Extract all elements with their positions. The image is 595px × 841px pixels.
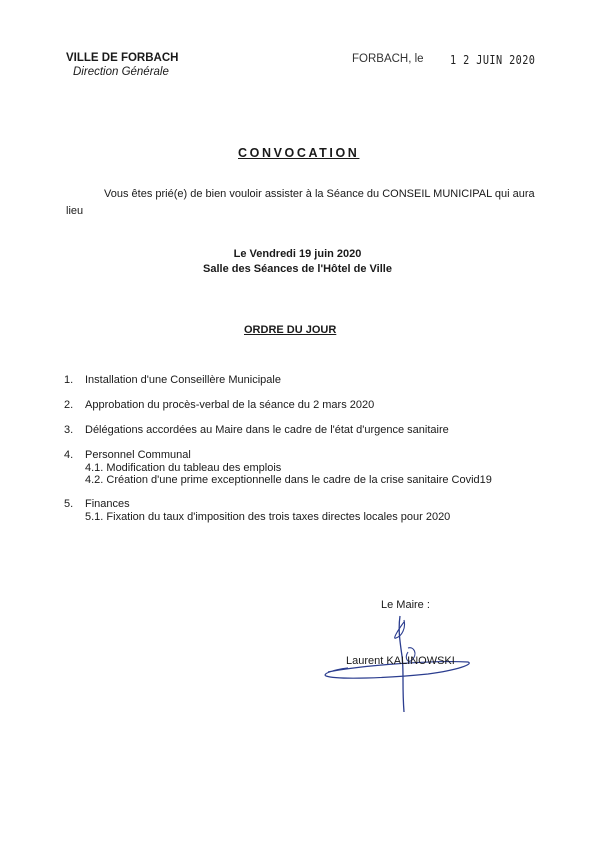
org-department: Direction Générale <box>73 66 169 78</box>
org-name: VILLE DE FORBACH <box>66 52 179 64</box>
signatory-name: Laurent KALINOWSKI <box>346 655 455 667</box>
agenda-item <box>64 449 534 486</box>
agenda-item-text: Personnel Communal <box>85 449 191 461</box>
agenda-item-number: 4. <box>64 449 74 461</box>
agenda-item-text: Finances <box>85 498 130 510</box>
date-stamp: 1 2 JUIN 2020 <box>450 53 536 67</box>
agenda-subitem: 4.1. Modification du tableau des emplois <box>85 462 282 474</box>
intro-paragraph: Vous êtes prié(e) de bien vouloir assister à la Séance du CONSEIL MUNICIPAL qui aura lieu <box>66 188 535 217</box>
agenda-item-number: 1. <box>64 374 74 386</box>
agenda-item <box>64 498 534 523</box>
meeting-place: Salle des Séances de l'Hôtel de Ville <box>203 263 392 275</box>
document-title: CONVOCATION <box>238 146 360 160</box>
agenda-item <box>64 374 534 387</box>
agenda-item <box>64 424 534 437</box>
agenda-subitem: 4.2. Création d'une prime exceptionnelle dans le cadre de la crise sanitaire Covid19 <box>85 474 492 486</box>
agenda-item <box>64 399 534 412</box>
agenda-item-number: 2. <box>64 399 74 411</box>
agenda-subitem: 5.1. Fixation du taux d'imposition des trois taxes directes locales pour 2020 <box>85 511 451 523</box>
agenda-item-number: 5. <box>64 498 74 510</box>
agenda-item-text: Délégations accordées au Maire dans le cadre de l'état d'urgence sanitaire <box>85 424 449 436</box>
agenda-list <box>64 374 534 535</box>
signatory-title: Le Maire : <box>381 599 430 611</box>
agenda-item-text: Installation d'une Conseillère Municipale <box>85 374 281 386</box>
place-date-label: FORBACH, le <box>352 53 424 65</box>
agenda-item-number: 3. <box>64 424 74 436</box>
agenda-title: ORDRE DU JOUR <box>244 324 337 336</box>
meeting-date: Le Vendredi 19 juin 2020 <box>233 248 362 260</box>
agenda-item-text: Approbation du procès-verbal de la séance du 2 mars 2020 <box>85 399 375 411</box>
